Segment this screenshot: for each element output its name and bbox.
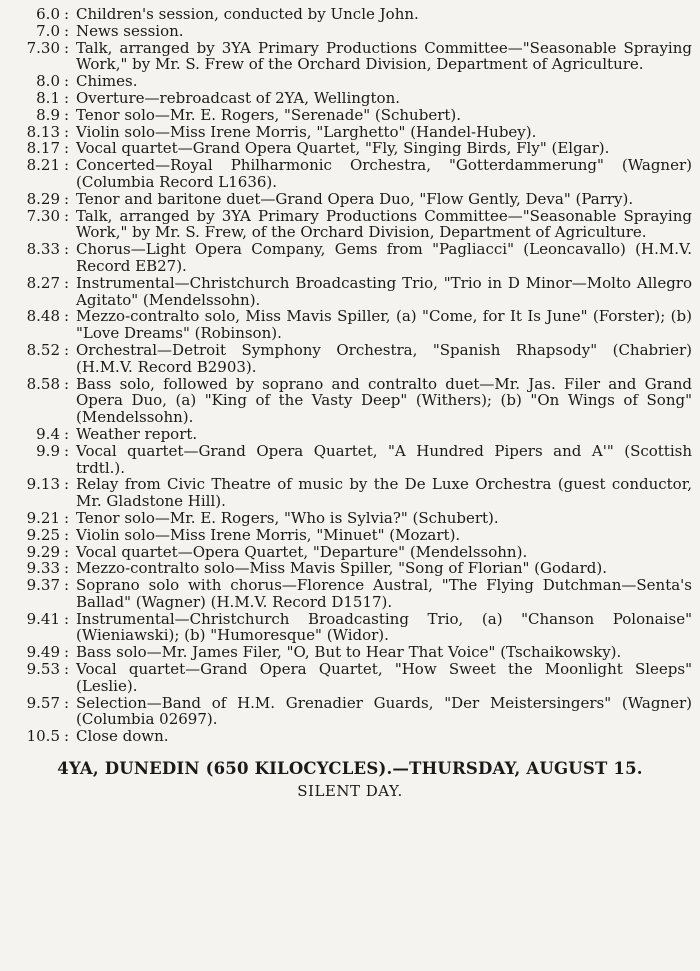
entry-time: 8.1 [36, 88, 60, 107]
program-entry [0, 140, 700, 157]
entry-time: 9.13 [26, 475, 60, 494]
program-entry [0, 695, 700, 729]
entry-description: Weather report. [76, 424, 198, 443]
program-entry [0, 661, 700, 695]
program-entry [0, 476, 700, 510]
entry-time: 8.17 [26, 139, 60, 158]
entry-separator: : [64, 727, 70, 746]
program-entry [0, 23, 700, 40]
program-entry [0, 90, 700, 107]
entry-description: News session. [76, 21, 184, 40]
entry-time: 9.29 [26, 542, 60, 561]
entry-separator: : [64, 88, 70, 107]
program-entry [0, 6, 700, 23]
entry-description: Vocal quartet—Opera Quartet, "Departure" (Mendelssohn). [76, 542, 528, 561]
entry-time: 8.21 [26, 156, 60, 175]
program-entry [0, 107, 700, 124]
entry-separator: : [64, 424, 70, 443]
entry-separator: : [64, 525, 70, 544]
entry-separator: : [64, 122, 70, 141]
entry-separator: : [64, 273, 70, 292]
entry-separator: : [64, 189, 70, 208]
entry-description: Bass solo—Mr. James Filer, "O, But to Hear That Voice" (Tschaikowsky). [76, 643, 622, 662]
entry-separator: : [64, 72, 70, 91]
entry-description: Tenor and baritone duet—Grand Opera Duo, "Flow Gently, Deva" (Parry). [76, 189, 634, 208]
entry-separator: : [64, 156, 70, 175]
entry-description: Mezzo-contralto solo—Miss Mavis Spiller, "Song of Florian" (Godard). [76, 559, 607, 578]
program-entry [0, 577, 700, 611]
entry-description: Concerted—Royal Philharmonic Orchestra, "Gotterdammerung" (Wagner) (Columbia Record L1636). [76, 156, 692, 191]
entry-description: Vocal quartet—Grand Opera Quartet, "A Hundred Pipers and A'" (Scottish trdtl.). [76, 441, 692, 477]
entries-list [0, 6, 700, 745]
program-entry [0, 644, 700, 661]
entry-description: Bass solo, followed by soprano and contralto duet—Mr. Jas. Filer and Grand Opera Duo, (a) "King of the Vasty Deep" (Withers); (b) "On Wings of Song" (Mendelssohn). [76, 374, 692, 427]
entry-time: 8.0 [36, 72, 60, 91]
entry-separator: : [64, 105, 70, 124]
station-heading: 4YA, DUNEDIN (650 KILOCYCLES).—THURSDAY, AUGUST 15. [57, 759, 643, 779]
program-entry [0, 544, 700, 561]
entry-description: Relay from Civic Theatre of music by the De Luxe Orchestra (guest conductor, Mr. Gladstone Hill). [76, 475, 692, 511]
entry-time: 7.30 [26, 206, 60, 225]
entry-time: 9.9 [36, 441, 60, 460]
entry-description: Soprano solo with chorus—Florence Austral, "The Flying Dutchman—Senta's Ballad" (Wagner) (H.M.V. Record D1517). [76, 576, 692, 611]
entry-description: Chorus—Light Opera Company, Gems from "Pagliacci" (Leoncavallo) (H.M.V. Record EB27). [76, 240, 692, 275]
entry-time: 8.9 [36, 105, 60, 124]
entry-description: Violin solo—Miss Irene Morris, "Larghetto" (Handel-Hubey). [76, 122, 537, 141]
entry-separator: : [64, 240, 70, 259]
entry-time: 9.37 [26, 576, 60, 595]
program-entry [0, 124, 700, 141]
entry-separator: : [64, 542, 70, 561]
entry-separator: : [64, 206, 70, 225]
entry-separator: : [64, 643, 70, 662]
entry-separator: : [64, 660, 70, 679]
entry-separator: : [64, 508, 70, 527]
program-entry [0, 40, 700, 74]
entry-time: 9.49 [26, 643, 60, 662]
entry-separator: : [64, 21, 70, 40]
entry-separator: : [64, 139, 70, 158]
entry-time: 8.58 [26, 374, 60, 393]
program-entry [0, 241, 700, 275]
entry-time: 8.48 [26, 307, 60, 326]
program-entry [0, 342, 700, 376]
entry-description: Overture—rebroadcast of 2YA, Wellington. [76, 88, 401, 107]
program-listing [0, 6, 700, 800]
entry-separator: : [64, 559, 70, 578]
program-entry [0, 443, 700, 477]
entry-description: Vocal quartet—Grand Opera Quartet, "How Sweet the Moonlight Sleeps" (Leslie). [76, 660, 692, 695]
entry-description: Violin solo—Miss Irene Morris, "Minuet" (Mozart). [76, 525, 461, 544]
program-entry [0, 208, 700, 242]
program-entry [0, 611, 700, 645]
entry-separator: : [64, 38, 70, 57]
program-entry [0, 376, 700, 426]
entry-time: 7.0 [36, 21, 60, 40]
entry-separator: : [64, 5, 70, 23]
program-entry [0, 728, 700, 745]
entry-description: Children's session, conducted by Uncle John. [76, 5, 419, 23]
entry-description: Talk, arranged by 3YA Primary Productions Committee—"Seasonable Spraying Work," by Mr. S. Frew of the Orchard Division, Department of Agriculture. [76, 38, 692, 74]
entry-description: Instrumental—Christchurch Broadcasting Trio, (a) "Chanson Polonaise" (Wieniawski); (b) "Humoresque" (Widor). [76, 609, 692, 645]
program-entry [0, 308, 700, 342]
program-entry [0, 275, 700, 309]
entry-description: Mezzo-contralto solo, Miss Mavis Spiller, (a) "Come, for It Is June" (Forster); (b) "Love Dreams" (Robinson). [76, 307, 692, 343]
entry-description: Selection—Band of H.M. Grenadier Guards, "Der Meistersingers" (Wagner) (Columbia 02697). [76, 693, 692, 729]
entry-time: 6.0 [36, 5, 60, 23]
entry-description: Tenor solo—Mr. E. Rogers, "Serenade" (Schubert). [76, 105, 462, 124]
entry-description: Orchestral—Detroit Symphony Orchestra, "Spanish Rhapsody" (Chabrier) (H.M.V. Record B2903). [76, 340, 692, 376]
entry-time: 9.57 [26, 693, 60, 712]
program-entry [0, 73, 700, 90]
entry-time: 9.41 [26, 609, 60, 628]
entry-separator: : [64, 609, 70, 628]
entry-time: 7.30 [26, 38, 60, 57]
entry-time: 9.33 [26, 559, 60, 578]
entry-separator: : [64, 307, 70, 326]
entry-separator: : [64, 693, 70, 712]
entry-time: 9.21 [26, 508, 60, 527]
entry-separator: : [64, 340, 70, 359]
entry-description: Instrumental—Christchurch Broadcasting Trio, "Trio in D Minor—Molto Allegro Agitato" (Mendelssohn). [76, 273, 692, 309]
program-entry [0, 527, 700, 544]
entry-description: Close down. [76, 727, 169, 746]
entry-time: 10.5 [26, 727, 60, 746]
entry-description: Vocal quartet—Grand Opera Quartet, "Fly, Singing Birds, Fly" (Elgar). [76, 139, 610, 158]
entry-description: Tenor solo—Mr. E. Rogers, "Who is Sylvia?" (Schubert). [76, 508, 499, 527]
entry-time: 8.29 [26, 189, 60, 208]
entry-time: 8.33 [26, 240, 60, 259]
program-entry [0, 426, 700, 443]
entry-separator: : [64, 441, 70, 460]
entry-time: 9.4 [36, 424, 60, 443]
entry-time: 8.13 [26, 122, 60, 141]
program-entry [0, 560, 700, 577]
entry-separator: : [64, 576, 70, 595]
entry-time: 9.25 [26, 525, 60, 544]
station-subheading: SILENT DAY. [297, 782, 403, 801]
entry-description: Talk, arranged by 3YA Primary Productions Committee—"Seasonable Spraying Work," by Mr. S. Frew, of the Orchard Division, Department of Agriculture. [76, 206, 692, 242]
entry-description: Chimes. [76, 72, 138, 91]
entry-time: 8.27 [26, 273, 60, 292]
entry-time: 9.53 [26, 660, 60, 679]
entry-separator: : [64, 374, 70, 393]
entry-separator: : [64, 475, 70, 494]
program-entry [0, 157, 700, 191]
program-entry [0, 510, 700, 527]
program-entry [0, 191, 700, 208]
entry-time: 8.52 [26, 340, 60, 359]
